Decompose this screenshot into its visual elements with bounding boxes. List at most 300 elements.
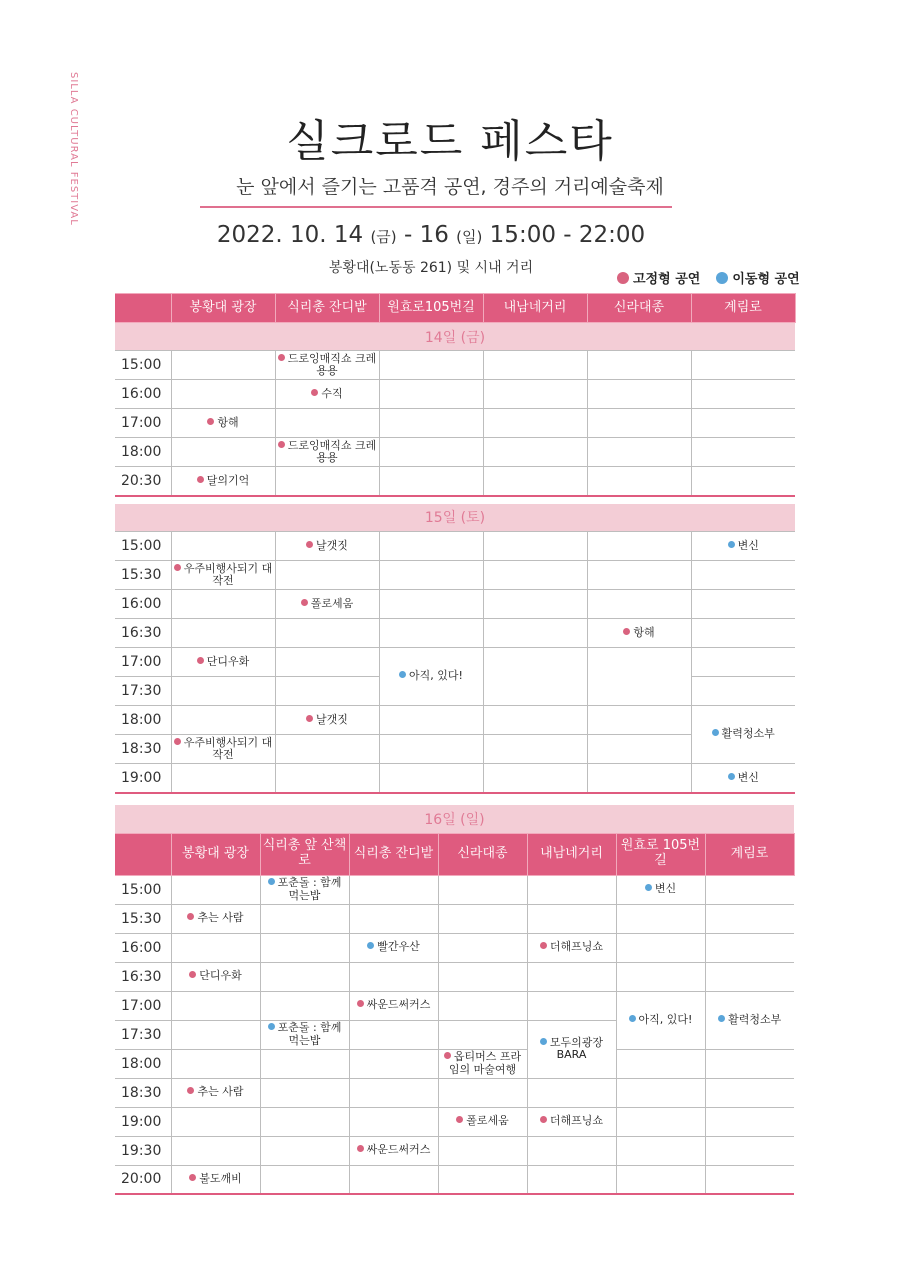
venue-header: 신라대종	[587, 294, 691, 323]
performance-item	[174, 737, 273, 761]
schedule-cell	[587, 706, 691, 735]
schedule-cell	[171, 1078, 260, 1107]
schedule-cell	[438, 875, 527, 904]
time-row	[115, 1165, 794, 1194]
schedule-cell	[527, 904, 616, 933]
schedule-cell	[705, 1136, 794, 1165]
performance-name: 달의기억	[206, 473, 250, 487]
schedule-cell	[260, 962, 349, 991]
performance-item	[311, 388, 342, 400]
schedule-cell	[483, 590, 587, 619]
schedule-cell	[171, 962, 260, 991]
fixed-dot-icon	[306, 715, 313, 722]
schedule-cell	[616, 1165, 705, 1194]
performance-item	[718, 1014, 781, 1026]
performance-name: 변신	[737, 538, 759, 552]
schedule-cell	[616, 1136, 705, 1165]
schedule-cell	[171, 380, 275, 409]
schedule-cell	[587, 351, 691, 380]
performance-item	[187, 912, 243, 924]
schedule-cell	[705, 904, 794, 933]
schedule-cell	[438, 1020, 527, 1049]
venue-header: 계림로	[691, 294, 795, 323]
schedule-cell	[691, 467, 795, 496]
performance-item	[728, 772, 759, 784]
venue-header: 내남네거리	[527, 833, 616, 875]
performance-name: 항해	[633, 625, 655, 639]
schedule-cell	[171, 735, 275, 764]
schedule-cell	[587, 764, 691, 793]
time-row	[115, 351, 795, 380]
schedule-cell	[616, 875, 705, 904]
schedule-cell	[483, 438, 587, 467]
schedule-cell	[705, 991, 794, 1049]
schedule-cell	[483, 706, 587, 735]
moving-dot-icon	[399, 671, 406, 678]
venue-header: 원효로105번길	[379, 294, 483, 323]
fixed-dot-icon	[189, 1174, 196, 1181]
performance-name: 단디우화	[199, 969, 242, 983]
schedule-cell	[483, 380, 587, 409]
time-row	[115, 1078, 794, 1107]
schedule-cell	[275, 467, 379, 496]
performance-item	[367, 941, 420, 953]
moving-dot-icon	[718, 1015, 725, 1022]
performance-item	[399, 670, 463, 682]
schedule-cell	[275, 648, 379, 677]
schedule-cell	[349, 875, 438, 904]
schedule-cell	[379, 619, 483, 648]
schedule-cell	[260, 904, 349, 933]
moving-dot-icon	[367, 942, 374, 949]
performance-item	[263, 1022, 347, 1046]
schedule-cell	[171, 875, 260, 904]
venue-header: 식리총 앞 산책로	[260, 833, 349, 875]
performance-item	[456, 1115, 509, 1127]
schedule-cell	[260, 1136, 349, 1165]
time-row	[115, 532, 795, 561]
schedule-cell	[379, 532, 483, 561]
schedule-cell	[527, 962, 616, 991]
schedule-cell	[379, 438, 483, 467]
time-label: 18:00	[115, 706, 171, 735]
schedule-cell	[275, 764, 379, 793]
time-row	[115, 1049, 794, 1078]
schedule-cell	[438, 933, 527, 962]
day-label: 15일 (토)	[115, 504, 795, 532]
schedule-cell	[691, 438, 795, 467]
fixed-dot-icon	[306, 541, 313, 548]
time-row	[115, 1107, 794, 1136]
schedule-cell	[171, 706, 275, 735]
time-label: 17:30	[115, 1020, 171, 1049]
schedule-cell	[527, 991, 616, 1020]
performance-name: 아직, 있다!	[409, 669, 463, 683]
performance-item	[306, 540, 348, 552]
schedule-cell	[171, 409, 275, 438]
time-row	[115, 962, 794, 991]
schedule-cell	[587, 619, 691, 648]
schedule-cell	[527, 1136, 616, 1165]
schedule-cell	[705, 1049, 794, 1078]
moving-dot-icon	[728, 773, 735, 780]
performance-name: 단디우화	[206, 654, 250, 668]
title-divider	[200, 206, 672, 208]
schedule-cell	[587, 409, 691, 438]
performance-name: 빨간우산	[377, 940, 420, 954]
performance-name: 폴로세움	[310, 596, 354, 610]
performance-name: 수직	[321, 386, 343, 400]
legend-moving	[716, 268, 799, 287]
performance-item	[530, 1037, 614, 1061]
schedule-cell	[527, 1078, 616, 1107]
schedule-cell	[483, 467, 587, 496]
fixed-dot-icon	[357, 1145, 364, 1152]
performance-name: 싸운드써커스	[366, 1143, 431, 1157]
fixed-dot-icon	[456, 1116, 463, 1123]
schedule-cell	[379, 648, 483, 706]
time-label: 18:00	[115, 438, 171, 467]
schedule-cell	[349, 1107, 438, 1136]
legend-moving-label: 이동형 공연	[732, 272, 800, 287]
schedule-cell	[438, 1165, 527, 1194]
performance-item	[189, 970, 242, 982]
schedule-cell	[438, 904, 527, 933]
performance-item	[207, 417, 238, 429]
moving-dot-icon	[268, 878, 275, 885]
performance-item	[301, 598, 354, 610]
performance-item	[278, 440, 377, 464]
fixed-dot-icon	[207, 418, 214, 425]
schedule-cell	[349, 991, 438, 1020]
schedule-cell	[275, 677, 379, 706]
performance-name: 폴로세움	[466, 1114, 509, 1128]
section-spacer	[115, 496, 795, 504]
schedule-cell	[705, 1165, 794, 1194]
fixed-dot-icon	[189, 971, 196, 978]
time-label: 15:30	[115, 561, 171, 590]
time-row	[115, 706, 795, 735]
performance-name: 포춘돌 : 함께먹는밥	[277, 876, 342, 902]
performance-item	[728, 540, 759, 552]
schedule-cell	[171, 438, 275, 467]
performance-name: 변신	[654, 882, 677, 896]
time-row	[115, 648, 795, 677]
schedule-cell	[438, 1049, 527, 1078]
performance-name: 날갯짓	[316, 538, 348, 552]
day-band-row	[115, 504, 795, 532]
moving-dot-icon	[716, 272, 728, 284]
schedule-cell	[171, 677, 275, 706]
schedule-cell	[587, 532, 691, 561]
fixed-dot-icon	[174, 738, 181, 745]
schedule-cell	[379, 351, 483, 380]
schedule-cell	[691, 619, 795, 648]
schedule-cell	[438, 1136, 527, 1165]
schedule-cell	[275, 561, 379, 590]
performance-item	[197, 656, 250, 668]
time-label: 17:00	[115, 409, 171, 438]
schedule-cell	[379, 561, 483, 590]
moving-dot-icon	[712, 729, 719, 736]
schedule-cell	[483, 351, 587, 380]
performance-name: 추는 사람	[197, 911, 244, 925]
schedule-cell	[349, 1078, 438, 1107]
time-row	[115, 619, 795, 648]
day-label: 16일 (일)	[115, 805, 794, 833]
time-label: 16:30	[115, 619, 171, 648]
fixed-dot-icon	[540, 942, 547, 949]
schedule-cell	[705, 1078, 794, 1107]
performance-name: 더해프닝쇼	[549, 1114, 604, 1128]
fixed-dot-icon	[197, 657, 204, 664]
schedule-cell	[616, 991, 705, 1049]
schedule-cell	[275, 380, 379, 409]
schedule-cell	[349, 1136, 438, 1165]
fixed-dot-icon	[278, 441, 285, 448]
time-label: 20:30	[115, 467, 171, 496]
schedule-cell	[171, 1136, 260, 1165]
schedule-cell	[171, 764, 275, 793]
time-row	[115, 590, 795, 619]
time-row	[115, 991, 794, 1020]
time-label: 15:00	[115, 875, 171, 904]
schedule-cell	[260, 1078, 349, 1107]
performance-name: 드로잉매직쇼 크레용용	[287, 351, 377, 377]
venue-header: 내남네거리	[483, 294, 587, 323]
schedule-cell	[171, 590, 275, 619]
time-label: 16:00	[115, 933, 171, 962]
performance-name: 더해프닝쇼	[549, 940, 604, 954]
fixed-dot-icon	[197, 476, 204, 483]
performance-name: 변신	[737, 770, 759, 784]
time-label: 17:00	[115, 991, 171, 1020]
fixed-dot-icon	[187, 913, 194, 920]
schedule-cell	[483, 619, 587, 648]
schedule-cell	[379, 409, 483, 438]
schedule-cell	[527, 1165, 616, 1194]
time-label: 19:00	[115, 1107, 171, 1136]
time-label: 17:00	[115, 648, 171, 677]
schedule-cell	[379, 706, 483, 735]
performance-item	[306, 714, 348, 726]
day-label: 14일 (금)	[115, 323, 795, 351]
schedule-cell	[171, 1020, 260, 1049]
schedule-cell	[691, 706, 795, 764]
venue-header: 계림로	[705, 833, 794, 875]
performance-name: 항해	[217, 415, 239, 429]
time-row	[115, 875, 794, 904]
schedule-cell	[275, 532, 379, 561]
venue-header: 봉황대 광장	[171, 294, 275, 323]
schedule-cell	[349, 904, 438, 933]
time-label: 20:00	[115, 1165, 171, 1194]
schedule-cell	[587, 438, 691, 467]
performance-name: 불도깨비	[199, 1172, 242, 1186]
time-label: 15:30	[115, 904, 171, 933]
moving-dot-icon	[629, 1015, 636, 1022]
day-band-row	[115, 323, 795, 351]
schedule-cell	[527, 1107, 616, 1136]
fixed-dot-icon	[444, 1052, 451, 1059]
performance-name: 옵티머스 프라임의 마술여행	[448, 1050, 522, 1076]
schedule-cell	[171, 351, 275, 380]
performance-item	[189, 1173, 242, 1185]
schedule-cell	[171, 904, 260, 933]
schedule-cell	[527, 933, 616, 962]
fixed-dot-icon	[174, 564, 181, 571]
schedule-cell	[260, 1165, 349, 1194]
schedule-table-day-16	[115, 805, 795, 1195]
performance-item	[645, 883, 676, 895]
time-label: 18:00	[115, 1049, 171, 1078]
performance-name: 날갯짓	[316, 712, 348, 726]
performance-name: 싸운드써커스	[366, 998, 431, 1012]
schedule-cell	[616, 1107, 705, 1136]
fixed-dot-icon	[278, 354, 285, 361]
schedule-cell	[275, 735, 379, 764]
page-subtitle: 눈 앞에서 즐기는 고품격 공연, 경주의 거리예술축제	[236, 176, 664, 198]
time-row	[115, 561, 795, 590]
schedule-cell	[171, 532, 275, 561]
schedule-cell	[275, 438, 379, 467]
time-label: 18:30	[115, 735, 171, 764]
schedule-cell	[438, 991, 527, 1020]
day-band-row	[115, 805, 794, 833]
header-blank	[115, 833, 171, 875]
performance-item	[540, 941, 603, 953]
schedule-cell	[171, 619, 275, 648]
time-label: 16:00	[115, 380, 171, 409]
schedule-cell	[587, 648, 691, 706]
schedule-cell	[275, 590, 379, 619]
venue-header-row	[115, 833, 794, 875]
schedule-cell	[349, 1020, 438, 1049]
legend	[617, 268, 800, 287]
performance-name: 우주비행사되기 대작전	[183, 561, 273, 587]
performance-item	[540, 1115, 603, 1127]
schedule-cell	[260, 875, 349, 904]
schedule-cell	[483, 409, 587, 438]
performance-item	[357, 999, 431, 1011]
time-row	[115, 380, 795, 409]
time-label: 19:30	[115, 1136, 171, 1165]
time-row	[115, 904, 794, 933]
time-row	[115, 764, 795, 793]
schedule-cell	[587, 561, 691, 590]
fixed-dot-icon	[301, 599, 308, 606]
schedule-cell	[438, 1107, 527, 1136]
schedule-cell	[379, 764, 483, 793]
schedule-cell	[171, 467, 275, 496]
venue-header: 봉황대 광장	[171, 833, 260, 875]
time-row	[115, 1136, 794, 1165]
schedule-cell	[705, 962, 794, 991]
schedule-cell	[260, 1020, 349, 1049]
schedule-cell	[349, 933, 438, 962]
schedule-cell	[527, 1020, 616, 1078]
fixed-dot-icon	[187, 1087, 194, 1094]
schedule-cell	[260, 1049, 349, 1078]
schedule-cell	[616, 904, 705, 933]
performance-item	[197, 475, 250, 487]
start-day: (금)	[370, 228, 397, 246]
fixed-dot-icon	[617, 272, 629, 284]
schedule-cell	[260, 933, 349, 962]
fixed-dot-icon	[357, 1000, 364, 1007]
schedule-cell	[616, 933, 705, 962]
fixed-dot-icon	[540, 1116, 547, 1123]
venue-text: 봉황대(노동동 261) 및 시내 거리	[328, 260, 534, 276]
performance-name: 모두의광장 BARA	[549, 1035, 604, 1061]
schedule-cell	[379, 467, 483, 496]
schedule-cell	[483, 648, 587, 706]
schedule-cell	[587, 380, 691, 409]
schedule-cell	[171, 1107, 260, 1136]
schedule-cell	[275, 351, 379, 380]
header-blank	[115, 294, 171, 323]
time-label: 18:30	[115, 1078, 171, 1107]
schedule-cell	[171, 648, 275, 677]
fixed-dot-icon	[623, 628, 630, 635]
performance-name: 포춘돌 : 함께먹는밥	[277, 1021, 342, 1047]
festival-time: 15:00 - 22:00	[489, 222, 646, 248]
schedule-cell	[275, 619, 379, 648]
performance-name: 활력청소부	[728, 1012, 782, 1026]
moving-dot-icon	[728, 541, 735, 548]
moving-dot-icon	[268, 1023, 275, 1030]
performance-name: 활력청소부	[721, 727, 775, 741]
time-row	[115, 933, 794, 962]
schedule-cell	[587, 467, 691, 496]
schedule-cell	[275, 409, 379, 438]
schedule-cell	[616, 962, 705, 991]
performance-name: 우주비행사되기 대작전	[183, 735, 273, 761]
date-separator: - 16	[403, 222, 457, 248]
schedule-table-days-14-15	[115, 293, 796, 794]
page-title: 실크로드 페스타	[286, 116, 614, 167]
schedule-cell	[527, 875, 616, 904]
schedule-cell	[483, 561, 587, 590]
performance-name: 드로잉매직쇼 크레용용	[287, 438, 377, 464]
performance-item	[712, 728, 775, 740]
schedule-cell	[171, 991, 260, 1020]
time-label: 15:00	[115, 351, 171, 380]
time-label: 17:30	[115, 677, 171, 706]
performance-item	[174, 563, 273, 587]
schedule-cell	[691, 677, 795, 706]
schedule-cell	[691, 380, 795, 409]
start-date: 2022. 10. 14	[216, 222, 364, 248]
schedule-cell	[171, 1165, 260, 1194]
moving-dot-icon	[540, 1038, 547, 1045]
schedule-cell	[438, 962, 527, 991]
schedule-cell	[438, 1078, 527, 1107]
schedule-cell	[379, 735, 483, 764]
schedule-cell	[691, 590, 795, 619]
schedule-cell	[379, 590, 483, 619]
schedule-cell	[691, 532, 795, 561]
schedule-cell	[691, 764, 795, 793]
schedule-cell	[691, 648, 795, 677]
time-row	[115, 438, 795, 467]
schedule-cell	[691, 409, 795, 438]
schedule-cell	[587, 590, 691, 619]
time-row	[115, 409, 795, 438]
schedule-cell	[379, 380, 483, 409]
venue-header: 원효로 105번길	[616, 833, 705, 875]
performance-item	[263, 877, 347, 901]
